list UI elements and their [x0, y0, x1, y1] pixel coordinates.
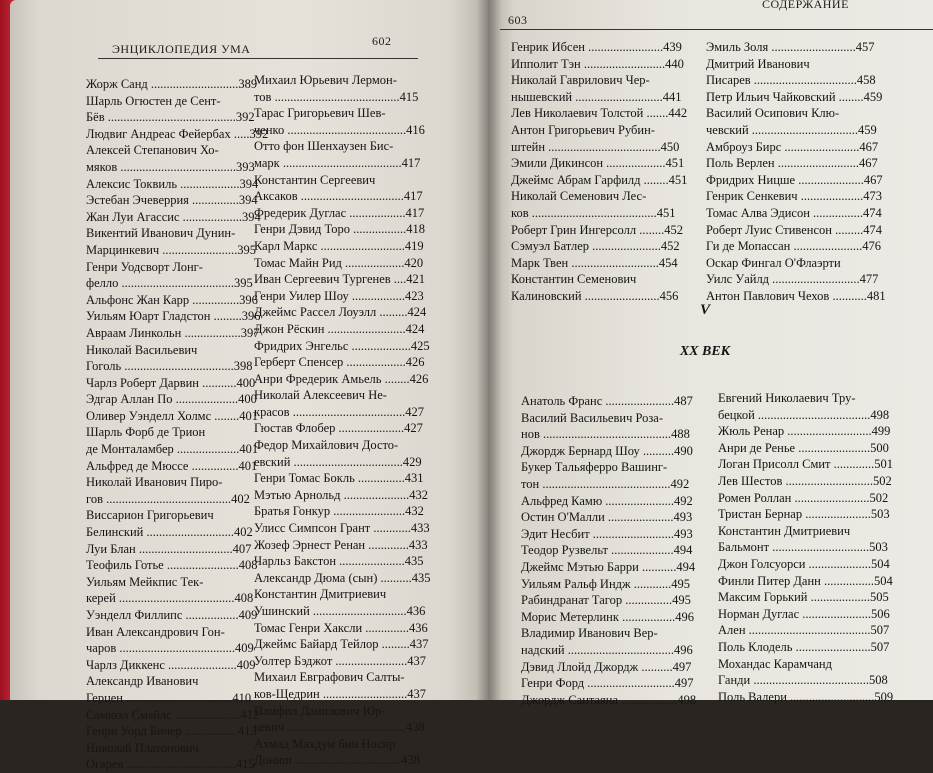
toc-line: Норман Дуглас ......................506 [718, 606, 890, 621]
toc-line: Ушинский ..............................436 [254, 604, 426, 618]
right-running-header: СОДЕРЖАНИЕ [762, 0, 849, 11]
toc-line: Эмили Дикинсон ...................451 [511, 156, 685, 171]
toc-line: Фридрих Ницше .....................467 [706, 172, 883, 187]
left-header-rule [98, 58, 418, 59]
toc-line: Теодор Рузвельт ....................494 [521, 543, 693, 558]
toc-line: Николай Алексеевич Не- [254, 388, 387, 403]
toc-line: Генри Уодсворт Лонг- [86, 259, 203, 274]
toc-line: Гюстав Флобер .....................427 [254, 421, 423, 436]
toc-line: ченко ......................................416 [254, 122, 425, 137]
toc-line: Уолтер Бэджот .......................437 [254, 653, 427, 668]
toc-line: Оскар Фингал О'Флаэрти [706, 255, 841, 270]
toc-line: Морис Метерлинк .................496 [521, 609, 694, 624]
toc-line: Марцинкевич ........................395 [86, 242, 257, 257]
right-bottom-column-1 [521, 393, 696, 708]
toc-line: Карл Маркс ...........................419 [254, 238, 424, 253]
toc-line: нов .........................................488 [521, 427, 690, 442]
toc-line: Дмитрий Иванович [706, 56, 810, 71]
right-page-number: 603 [508, 13, 528, 27]
toc-line: Виссарион Григорьевич [86, 508, 214, 523]
part-number: V [699, 302, 710, 318]
toc-line: Николай Иванович Пиро- [86, 475, 223, 490]
toc-line: евский ...................................429 [254, 454, 422, 469]
toc-line: Джордж Бернард Шоу ..........490 [521, 443, 693, 458]
toc-line: Чарлз Роберт Дарвин ...........400 [86, 375, 256, 390]
toc-line: Поль Верлен ..........................467 [706, 156, 878, 171]
toc-line: Альфонс Жан Карр ...............396 [86, 292, 258, 307]
toc-line: Николай Васильевич [86, 342, 198, 357]
toc-line: Ромен Роллан ........................502 [718, 490, 889, 505]
toc-line: Чарльз Бакстон .....................435 [254, 554, 424, 569]
toc-line: Джеймс Абрам Гарфилд ........451 [511, 172, 688, 187]
toc-line: Эдит Несбит ..........................493 [521, 526, 693, 541]
toc-line: Джеймс Мэтью Барри ...........494 [521, 559, 696, 574]
toc-line: Дэвид Ллойд Джордж ..........497 [521, 659, 692, 674]
toc-line: нышевский ............................441 [511, 89, 682, 104]
toc-line: Уэнделл Филлипс .................409 [86, 608, 258, 622]
toc-line: мяков .....................................393 [86, 159, 255, 174]
toc-line: Николай Семенович Лес- [511, 189, 647, 204]
toc-line: Петр Ильич Чайковский ........459 [706, 89, 883, 104]
toc-line: Ги де Мопассан ......................476 [706, 239, 881, 254]
toc-line: Николай Платонович [86, 740, 199, 755]
toc-line: Генрик Ибсен ........................439 [511, 40, 682, 54]
toc-line: Антон Павлович Чехов ...........481 [706, 288, 886, 303]
toc-line: Уильям Мейкпис Тек- [86, 574, 204, 589]
toc-line: Белинский ............................402 [86, 525, 253, 540]
toc-line: Владимир Иванович Вер- [521, 626, 658, 641]
toc-line: Лев Шестов ............................502 [718, 473, 892, 488]
toc-line: Амброуз Бирс ........................467 [706, 139, 879, 154]
toc-line: Тристан Бернар .....................503 [718, 507, 890, 522]
toc-line: Альфред де Мюссе ...............401 [86, 458, 258, 473]
toc-line: марк ......................................417 [254, 155, 421, 170]
toc-line: Оливер Уэнделл Холмс ........401 [86, 408, 259, 423]
toc-line: Отто фон Шенхаузен Бис- [254, 139, 394, 154]
toc-line: Джеймс Байард Тейлор .........437 [254, 637, 429, 652]
toc-line: кевич ......................................438 [254, 720, 425, 735]
toc-line: Василий Осипович Клю- [706, 106, 840, 121]
toc-line: Анри Фредерик Амьель ........426 [254, 371, 429, 386]
left-running-header: ЭНЦИКЛОПЕДИЯ УМА [112, 42, 251, 56]
toc-line: Бёв .........................................392 [86, 110, 255, 125]
toc-line: ков-Щедрин ...........................437 [254, 686, 426, 701]
toc-line: Аксаков .................................417 [254, 189, 423, 204]
left-column-2 [254, 72, 431, 769]
right-header-rule [500, 29, 933, 30]
toc-line: Чарлз Диккенс ......................409 [86, 657, 256, 672]
toc-line: штейн ....................................450 [511, 139, 680, 154]
toc-line: Иван Александрович Гон- [86, 624, 225, 639]
toc-line: Алексей Степанович Хо- [86, 143, 219, 158]
toc-line: Луи Блан ..............................407 [86, 541, 252, 556]
toc-line: Анри де Ренье .......................500 [718, 440, 889, 455]
toc-line: красов ....................................427 [254, 404, 424, 419]
toc-line: Ганди .....................................508 [718, 673, 888, 688]
toc-line: Константин Дмитриевич [718, 523, 851, 538]
toc-line: Генри Форд ............................497 [521, 676, 694, 691]
toc-line: Финли Питер Данн ................504 [718, 573, 893, 588]
toc-line: Герберт Спенсер ...................426 [254, 355, 425, 370]
toc-line: Максим Горький ...................505 [718, 590, 889, 605]
toc-line: бецкой ....................................498 [718, 407, 890, 422]
toc-line: Эмиль Золя ...........................457 [706, 40, 875, 54]
toc-line: Поль Клодель ........................507 [718, 639, 890, 654]
toc-line: Ален .......................................507 [718, 623, 890, 638]
toc-line: Роберт Грин Ингерсолл ........452 [511, 222, 683, 237]
toc-line: Александр Иванович [86, 674, 199, 689]
toc-line: керей .....................................408 [86, 591, 254, 606]
toc-line: Иван Сергеевич Тургенев ....421 [254, 272, 426, 287]
toc-line: Томас Алва Эдисон ................474 [706, 205, 882, 220]
toc-line: Писарев .................................458 [706, 73, 876, 88]
toc-line: Томас Генри Хаксли ..............436 [254, 620, 428, 635]
toc-line: чевский ..................................459 [706, 122, 877, 137]
toc-line: Мохандас Карамчанд [718, 656, 832, 671]
toc-line: Остин О'Малли .....................493 [521, 510, 693, 525]
toc-line: Михаил Юрьевич Лермон- [254, 73, 397, 87]
toc-line: тон .........................................492 [521, 476, 690, 491]
right-top-column-1 [511, 39, 687, 305]
toc-line: гов ........................................402 [86, 491, 250, 506]
toc-line: Гоголь ...................................398 [86, 359, 253, 374]
toc-line: Лев Николаевич Толстой .......442 [511, 106, 688, 121]
left-column-1 [86, 76, 268, 773]
toc-line: Жозеф Эрнест Ренан .............433 [254, 537, 428, 552]
toc-line: Шарль Огюстен де Сент- [86, 93, 221, 108]
toc-line: Джон Рёскин .........................424 [254, 321, 425, 336]
book-gutter [476, 0, 502, 700]
toc-line: Викентий Иванович Дунин- [86, 226, 236, 241]
toc-line: Фредерик Дуглас ..................417 [254, 205, 425, 220]
toc-line: Михаил Евграфович Салты- [254, 670, 405, 685]
toc-line: Константин Дмитриевич [254, 587, 387, 602]
left-page-number: 602 [372, 34, 392, 48]
right-top-column-2 [706, 39, 886, 305]
toc-line: Ипполит Тэн ..........................440 [511, 56, 684, 71]
toc-line: Бальмонт ...............................503 [718, 540, 888, 555]
toc-line: Генри Уилер Шоу .................423 [254, 288, 424, 303]
toc-line: Алексис Токвиль ...................394 [86, 176, 259, 191]
toc-line: Авраам Линкольн ..................397 [86, 325, 260, 340]
toc-line: Логан Присолл Смит .............501 [718, 457, 894, 472]
toc-line: Генрик Сенкевич ....................473 [706, 189, 882, 204]
toc-line: ков ........................................451 [511, 205, 676, 220]
toc-line: Джордж Сантаяна ..................498 [521, 692, 697, 707]
toc-line: Евгений Николаевич Тру- [718, 391, 856, 405]
toc-line: Генри Дэвид Торо .................418 [254, 222, 425, 237]
toc-line: надский ..................................496 [521, 642, 693, 657]
toc-line: Джеймс Рассел Лоуэлл .........424 [254, 305, 427, 320]
toc-line: Генри Томас Бокль ...............431 [254, 471, 424, 486]
toc-line: Анатоль Франс ......................487 [521, 394, 693, 408]
toc-line: Марк Твен ............................454 [511, 255, 678, 270]
toc-line: фелло ....................................395 [86, 276, 253, 291]
toc-line: Фридрих Энгельс ...................425 [254, 338, 430, 353]
toc-line: Герцен ..................................410 [86, 690, 252, 705]
toc-line: Василий Васильевич Роза- [521, 410, 664, 425]
toc-line: Альфред Камю ......................492 [521, 493, 693, 508]
toc-line: Сэмуэл Батлер ......................452 [511, 239, 680, 254]
toc-line: Эстебан Эчеверрия ...............394 [86, 193, 258, 208]
toc-line: Людвиг Андреас Фейербах .....392 [86, 126, 269, 141]
toc-line: Роберт Луис Стивенсон .........474 [706, 222, 882, 237]
toc-line: Букер Тальяферро Вашинг- [521, 460, 668, 475]
toc-line: Мэтью Арнольд .....................432 [254, 487, 428, 502]
toc-line: Антон Григорьевич Рубин- [511, 122, 655, 137]
toc-line: Уильям Ральф Индж ............495 [521, 576, 691, 591]
toc-line: Федор Михайлович Досто- [254, 438, 399, 453]
toc-line: Жан Луи Агассис ...................394 [86, 209, 261, 224]
toc-line: Константин Сергеевич [254, 172, 376, 187]
toc-line: Александр Дюма (сын) ..........435 [254, 570, 431, 585]
toc-line: Рабиндранат Тагор ...............495 [521, 593, 691, 608]
toc-line: Памфил Данилович Юр- [254, 703, 386, 718]
toc-line: Константин Семенович [511, 272, 637, 287]
toc-line: Эдгар Аллан По ....................400 [86, 392, 257, 407]
toc-line: Теофиль Готье .......................408 [86, 558, 258, 573]
toc-line: Братья Гонкур .......................432 [254, 504, 424, 519]
toc-line: тов ........................................415 [254, 89, 419, 104]
toc-line: де Монталамбер ....................401 [86, 442, 259, 457]
toc-line: Генри Уорд Бичер .................413 [86, 724, 257, 739]
toc-line: Шарль Форб де Трион [86, 425, 206, 440]
toc-line: Жюль Ренар ...........................499 [718, 424, 891, 439]
toc-line: Тарас Григорьевич Шев- [254, 106, 386, 121]
toc-line: Томас Майн Рид ...................420 [254, 255, 424, 270]
toc-line: Самюэл Смайлс .....................412 [86, 707, 260, 722]
toc-line: Улисс Симпсон Грант ............433 [254, 521, 430, 536]
toc-line: Поль Валери ...........................509 [718, 689, 894, 704]
toc-line: Жорж Санд ............................389 [86, 77, 258, 91]
toc-line: Дониш ..................................438 [254, 753, 420, 768]
toc-line: Николай Гаврилович Чер- [511, 73, 650, 88]
toc-line: Уилс Уайлд ............................477 [706, 272, 879, 287]
right-bottom-column-2 [718, 390, 893, 705]
toc-line: Уильям Юарт Гладстон .........396 [86, 309, 261, 324]
toc-line: Ахмад Махдум бин Носир [254, 736, 396, 751]
toc-line: чаров .....................................409 [86, 641, 254, 656]
toc-line: Огарев ...................................415 [86, 757, 255, 772]
toc-line: Джон Голсуорси ....................504 [718, 556, 890, 571]
toc-line: Калиновский ........................456 [511, 288, 679, 303]
section-title: XX ВЕК [679, 344, 731, 359]
